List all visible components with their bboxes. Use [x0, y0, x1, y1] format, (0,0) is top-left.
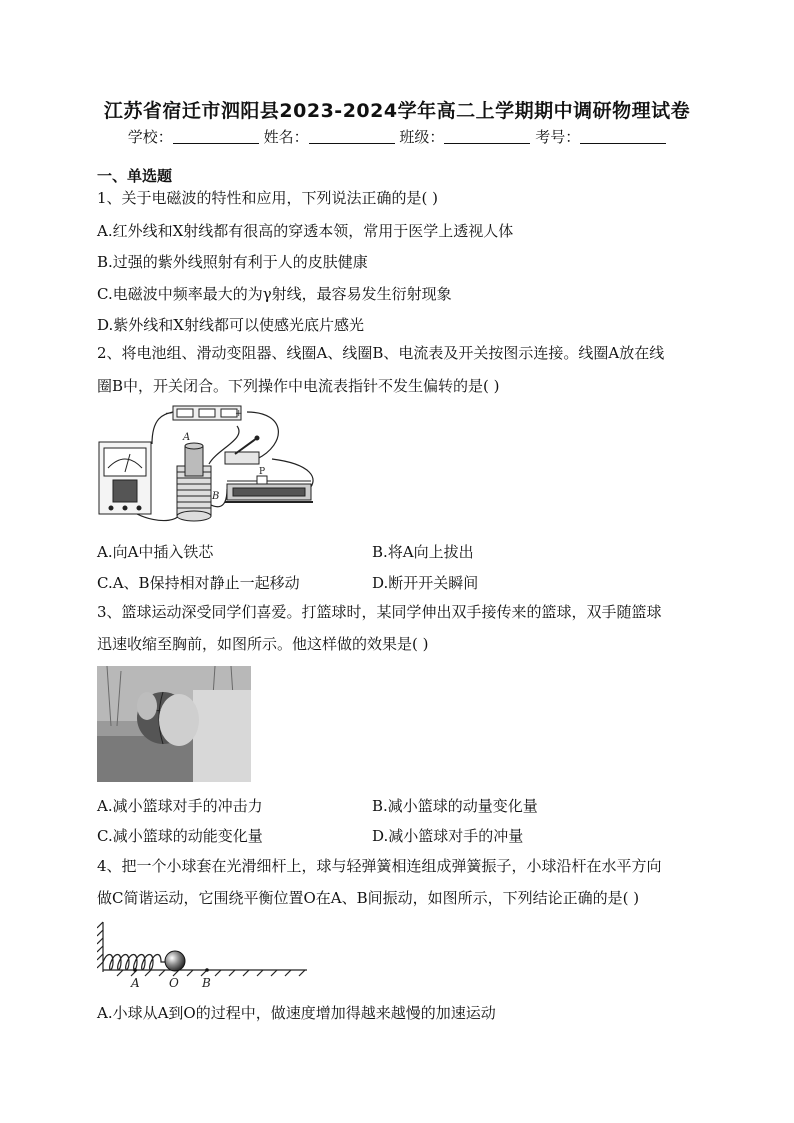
basketball-photo	[97, 666, 251, 782]
question-3-option-c: C.减小篮球的动能变化量	[97, 827, 263, 845]
exam-number-label: 考号：	[535, 128, 581, 146]
battery-pack	[173, 406, 241, 420]
spring-oscillator-diagram	[97, 918, 309, 990]
student-info-line	[0, 126, 794, 147]
question-3-stem-line-1: 3、篮球运动深受同学们喜爱。打篮球时，某同学伸出双手接传来的篮球，双手随篮球	[97, 603, 662, 621]
class-blank	[444, 129, 530, 144]
ground-hatching	[117, 970, 305, 976]
question-4-stem-line-2: 做C简谐运动，它围绕平衡位置O在A、B间振动，如图所示，下列结论正确的是( )	[97, 889, 640, 907]
question-1-option-a: A.红外线和X射线都有很高的穿透本领，常用于医学上透视人体	[97, 222, 514, 240]
battery-minus-label: −	[165, 409, 173, 419]
coil-a-label: A	[183, 432, 191, 443]
point-o-label: O	[169, 976, 179, 990]
point-b-label: B	[202, 976, 211, 990]
school-blank	[173, 129, 259, 144]
switch	[225, 436, 259, 464]
coil-b-label: B	[212, 491, 220, 502]
name-blank	[309, 129, 395, 144]
point-a-label: A	[131, 976, 140, 990]
rheostat	[225, 476, 313, 502]
name-label: 姓名：	[263, 128, 309, 146]
ammeter	[99, 442, 151, 514]
question-4-option-a: A.小球从A到O的过程中，做速度增加得越来越慢的加速运动	[97, 1004, 496, 1022]
question-1-option-d: D.紫外线和X射线都可以使感光底片感光	[97, 316, 364, 334]
question-1-stem: 1、关于电磁波的特性和应用，下列说法正确的是( )	[97, 189, 439, 207]
question-3-option-b: B.减小篮球的动量变化量	[372, 797, 538, 815]
question-2-stem-line-2: 圈B中，开关闭合。下列操作中电流表指针不发生偏转的是( )	[97, 377, 500, 395]
coil-a	[185, 443, 203, 476]
slider-p-label: P	[259, 467, 266, 477]
school-label: 学校：	[127, 128, 173, 146]
question-4-stem-line-1: 4、把一个小球套在光滑细杆上，球与轻弹簧相连组成弹簧振子，小球沿杆在水平方向	[97, 857, 662, 875]
page-title: 江苏省宿迁市泗阳县2023-2024学年高二上学期期中调研物理试卷	[103, 100, 691, 122]
spring	[103, 955, 165, 970]
question-2-option-c: C.A、B保持相对静止一起移动	[97, 574, 300, 592]
question-2-option-d: D.断开开关瞬间	[372, 574, 479, 592]
question-2-stem-line-1: 2、将电池组、滑动变阻器、线圈A、线圈B、电流表及开关按图示连接。线圈A放在线	[97, 344, 665, 362]
question-2-option-a: A.向A中插入铁芯	[97, 543, 214, 561]
question-3-stem-line-2: 迅速收缩至胸前，如图所示。他这样做的效果是( )	[97, 635, 429, 653]
ball	[165, 951, 185, 971]
battery-plus-label: +	[235, 409, 243, 419]
section-heading: 一、单选题	[97, 167, 173, 185]
question-3-option-d: D.减小篮球对手的冲量	[372, 827, 524, 845]
question-1-option-c: C.电磁波中频率最大的为γ射线，最容易发生衍射现象	[97, 285, 452, 303]
question-2-option-b: B.将A向上拔出	[372, 543, 474, 561]
exam-number-blank	[580, 129, 666, 144]
class-label: 班级：	[399, 128, 445, 146]
question-1-option-b: B.过强的紫外线照射有利于人的皮肤健康	[97, 253, 368, 271]
circuit-diagram	[97, 404, 319, 528]
question-3-option-a: A.减小篮球对手的冲击力	[97, 797, 263, 815]
